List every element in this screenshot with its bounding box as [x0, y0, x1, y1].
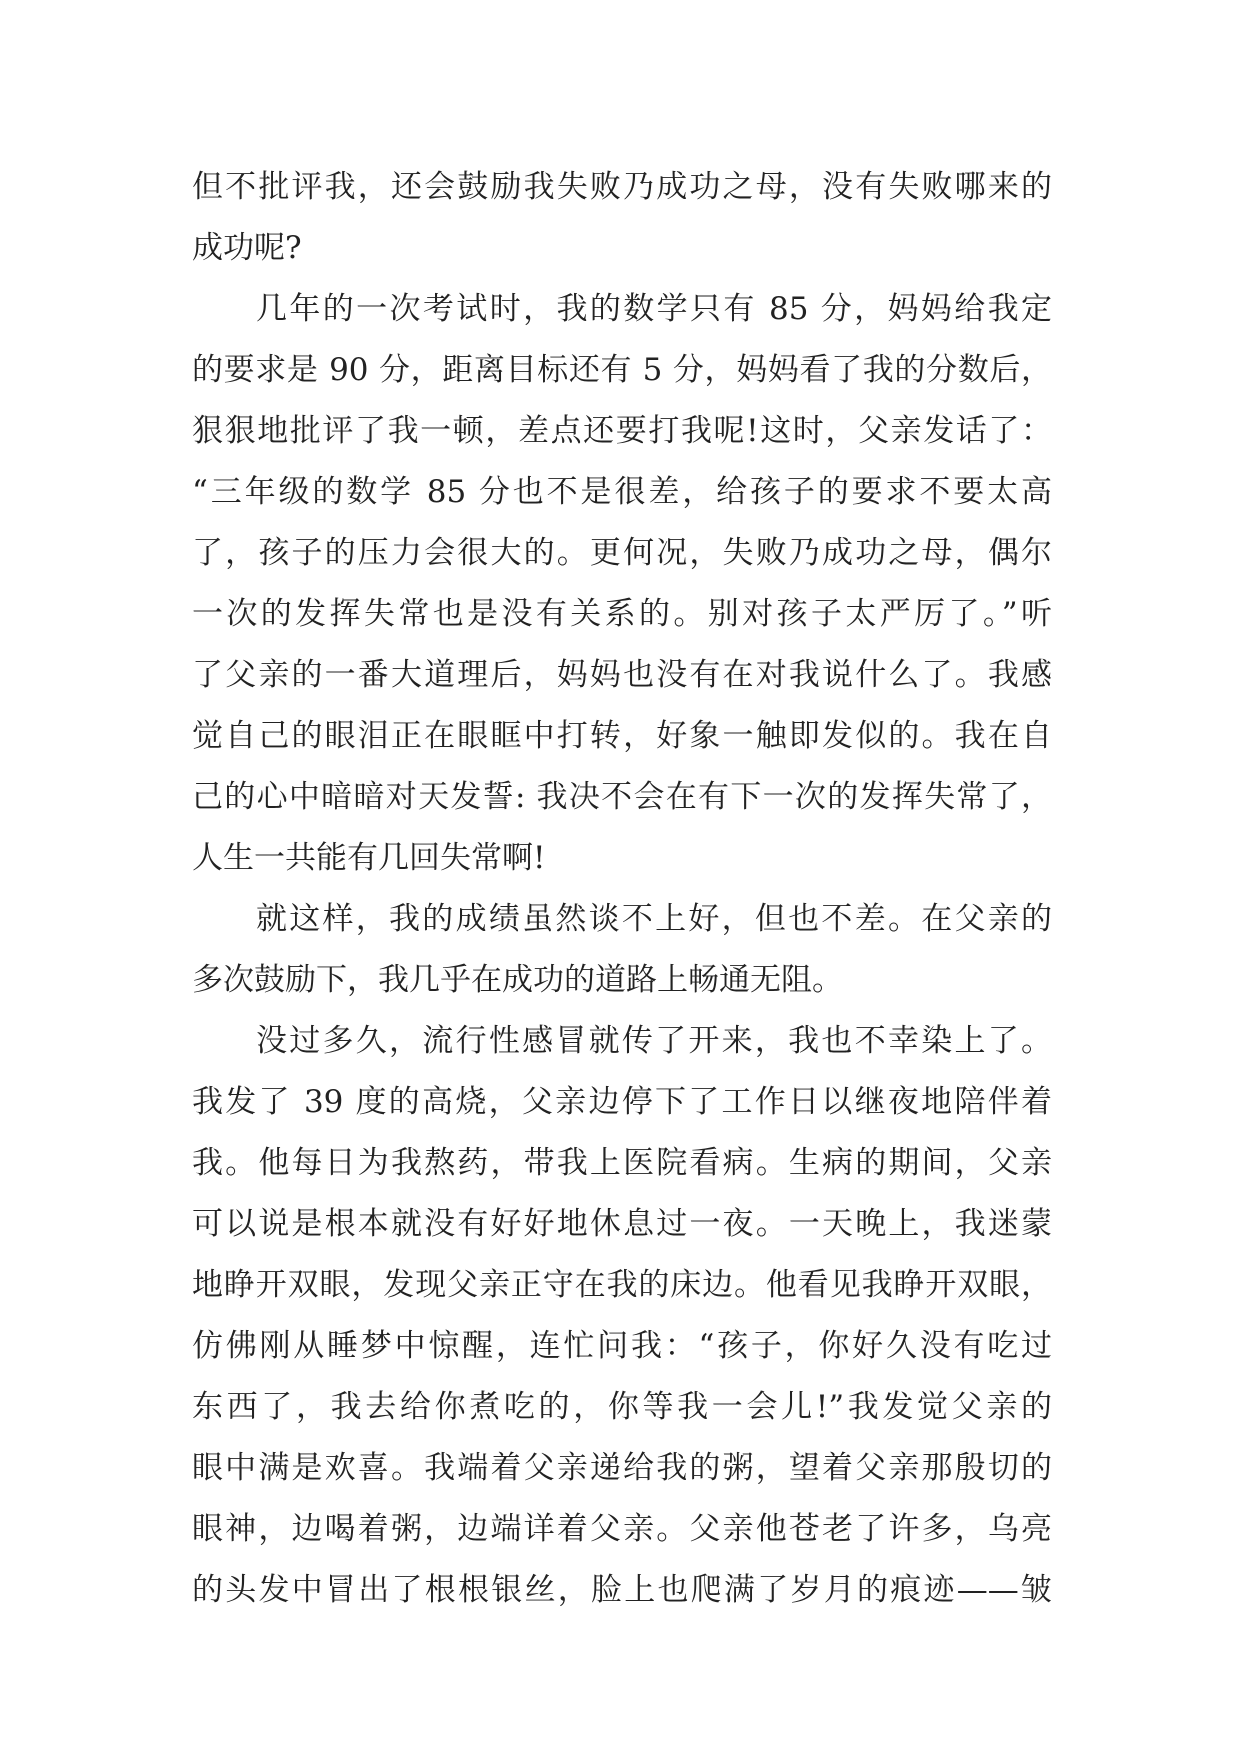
text-line: 了，孩子的压力会很大的。更何况，失败乃成功之母，偶尔 [192, 535, 1052, 571]
paragraph-first-line: 没过多久，流行性感冒就传了开来，我也不幸染上了。 [256, 1023, 1052, 1059]
text-line: 可以说是根本就没有好好地休息过一夜。一天晚上，我迷蒙 [192, 1206, 1052, 1242]
text-line: 仿佛刚从睡梦中惊醒，连忙问我：“孩子，你好久没有吃过 [192, 1328, 1052, 1364]
text-line: “三年级的数学 85 分也不是很差，给孩子的要求不要太高 [192, 474, 1052, 510]
paragraph-first-line: 就这样，我的成绩虽然谈不上好，但也不差。在父亲的 [256, 901, 1052, 937]
text-line: 我发了 39 度的高烧，父亲边停下了工作日以继夜地陪伴着 [192, 1084, 1052, 1120]
text-line: 了父亲的一番大道理后，妈妈也没有在对我说什么了。我感 [192, 657, 1052, 693]
text-line: 但不批评我，还会鼓励我失败乃成功之母，没有失败哪来的 [192, 169, 1052, 205]
text-line: 我。他每日为我熬药，带我上医院看病。生病的期间，父亲 [192, 1145, 1052, 1181]
text-line: 东西了，我去给你煮吃的，你等我一会儿!”我发觉父亲的 [192, 1389, 1052, 1425]
text-line: 眼中满是欢喜。我端着父亲递给我的粥，望着父亲那殷切的 [192, 1450, 1052, 1486]
text-line: 多次鼓励下，我几乎在成功的道路上畅通无阻。 [192, 962, 843, 998]
paragraph-first-line: 几年的一次考试时，我的数学只有 85 分，妈妈给我定 [256, 291, 1052, 327]
body-text [192, 157, 1072, 1621]
text-line: 地睁开双眼，发现父亲正守在我的床边。他看见我睁开双眼， [192, 1267, 1052, 1303]
text-line: 眼神，边喝着粥，边端详着父亲。父亲他苍老了许多，乌亮 [192, 1511, 1052, 1547]
text-line: 人生一共能有几回失常啊! [192, 840, 546, 876]
text-line: 成功呢? [192, 230, 302, 266]
text-line: 的头发中冒出了根根银丝，脸上也爬满了岁月的痕迹——皱 [192, 1572, 1052, 1608]
text-line: 己的心中暗暗对天发誓: 我决不会在有下一次的发挥失常了， [192, 779, 1052, 815]
text-line: 的要求是 90 分，距离目标还有 5 分，妈妈看了我的分数后， [192, 352, 1052, 388]
text-line: 狠狠地批评了我一顿，差点还要打我呢!这时，父亲发话了： [192, 413, 1052, 449]
text-line: 觉自己的眼泪正在眼眶中打转，好象一触即发似的。我在自 [192, 718, 1052, 754]
text-line: 一次的发挥失常也是没有关系的。别对孩子太严厉了。”听 [192, 596, 1052, 632]
